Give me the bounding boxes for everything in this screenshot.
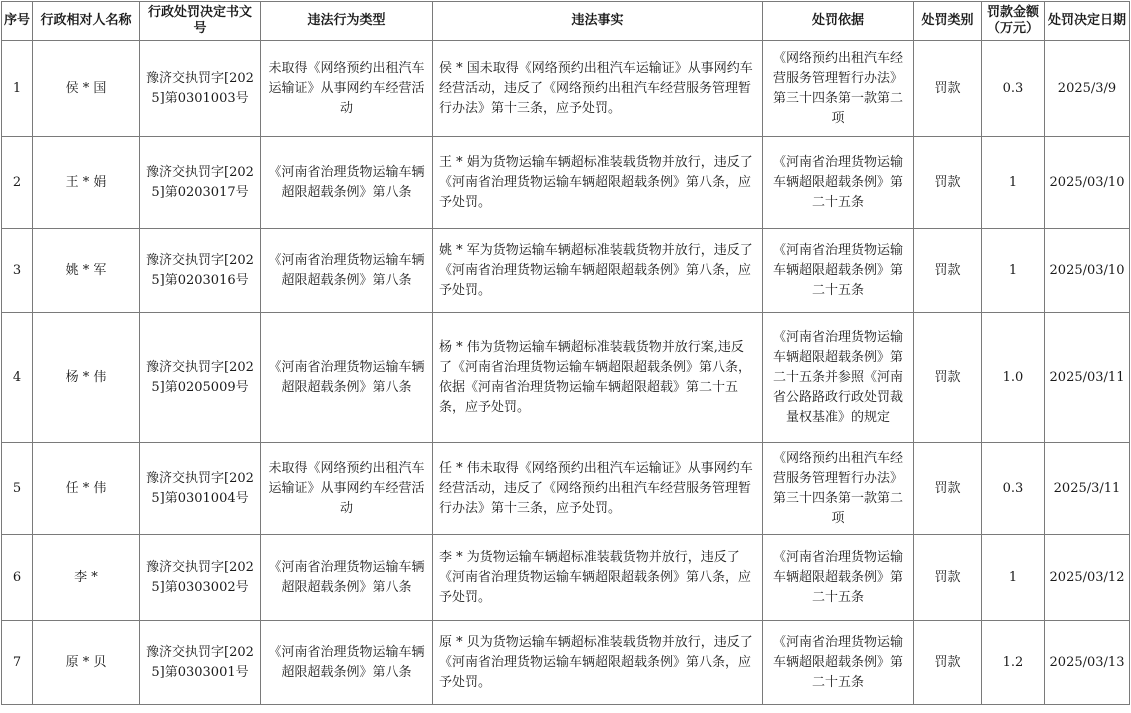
cell-facts: 杨 * 伟为货物运输车辆超标准装载货物并放行案,违反了《河南省治理货物运输车辆超限超载条例》第八条，依据《河南省治理货物运输车辆超限超载》第二十五条，应予处罚。 [433, 313, 763, 443]
header-type: 违法行为类型 [261, 2, 433, 41]
table-row [2, 535, 1130, 621]
header-row [2, 2, 1130, 41]
penalty-table [1, 1, 1130, 705]
cell-category: 罚款 [914, 41, 982, 137]
header-category: 处罚类别 [914, 2, 982, 41]
cell-party: 原 * 贝 [33, 621, 140, 705]
cell-doc-no: 豫济交执罚字[2025]第0205009号 [140, 313, 261, 443]
cell-facts: 姚 * 军为货物运输车辆超标准装载货物并放行，违反了《河南省治理货物运输车辆超限超载条例》第八条，应予处罚。 [433, 229, 763, 313]
cell-facts: 任 * 伟未取得《网络预约出租汽车运输证》从事网约车经营活动，违反了《网络预约出租汽车经营服务管理暂行办法》第十三条，应予处罚。 [433, 443, 763, 535]
cell-basis: 《河南省治理货物运输车辆超限超载条例》第二十五条 [763, 535, 914, 621]
cell-type: 未取得《网络预约出租汽车运输证》从事网约车经营活动 [261, 41, 433, 137]
header-seq: 序号 [2, 2, 33, 41]
cell-category: 罚款 [914, 443, 982, 535]
cell-amount: 0.3 [982, 41, 1045, 137]
cell-party: 王 * 娟 [33, 137, 140, 229]
cell-facts: 王 * 娟为货物运输车辆超标准装载货物并放行，违反了《河南省治理货物运输车辆超限超载条例》第八条，应予处罚。 [433, 137, 763, 229]
cell-party: 杨 * 伟 [33, 313, 140, 443]
cell-doc-no: 豫济交执罚字[2025]第0303002号 [140, 535, 261, 621]
table-row [2, 229, 1130, 313]
cell-date: 2025/03/10 [1045, 229, 1130, 313]
cell-seq: 1 [2, 41, 33, 137]
cell-basis: 《网络预约出租汽车经营服务管理暂行办法》第三十四条第一款第二项 [763, 41, 914, 137]
cell-facts: 李 * 为货物运输车辆超标准装载货物并放行，违反了《河南省治理货物运输车辆超限超载条例》第八条，应予处罚。 [433, 535, 763, 621]
cell-category: 罚款 [914, 621, 982, 705]
cell-seq: 7 [2, 621, 33, 705]
cell-type: 《河南省治理货物运输车辆超限超载条例》第八条 [261, 535, 433, 621]
cell-amount: 1 [982, 535, 1045, 621]
cell-party: 姚 * 军 [33, 229, 140, 313]
cell-basis: 《河南省治理货物运输车辆超限超载条例》第二十五条 [763, 137, 914, 229]
cell-amount: 1 [982, 229, 1045, 313]
cell-basis: 《河南省治理货物运输车辆超限超载条例》第二十五条 [763, 229, 914, 313]
cell-type: 《河南省治理货物运输车辆超限超载条例》第八条 [261, 621, 433, 705]
cell-category: 罚款 [914, 229, 982, 313]
cell-seq: 3 [2, 229, 33, 313]
header-basis: 处罚依据 [763, 2, 914, 41]
cell-party: 侯 * 国 [33, 41, 140, 137]
cell-date: 2025/03/12 [1045, 535, 1130, 621]
cell-type: 《河南省治理货物运输车辆超限超载条例》第八条 [261, 313, 433, 443]
cell-category: 罚款 [914, 313, 982, 443]
cell-doc-no: 豫济交执罚字[2025]第0203016号 [140, 229, 261, 313]
table-row [2, 313, 1130, 443]
header-party: 行政相对人名称 [33, 2, 140, 41]
cell-amount: 1.2 [982, 621, 1045, 705]
cell-amount: 0.3 [982, 443, 1045, 535]
cell-amount: 1.0 [982, 313, 1045, 443]
cell-category: 罚款 [914, 535, 982, 621]
cell-doc-no: 豫济交执罚字[2025]第0301003号 [140, 41, 261, 137]
cell-doc-no: 豫济交执罚字[2025]第0301004号 [140, 443, 261, 535]
table-row [2, 621, 1130, 705]
table-row [2, 41, 1130, 137]
table-row [2, 443, 1130, 535]
cell-type: 未取得《网络预约出租汽车运输证》从事网约车经营活动 [261, 443, 433, 535]
cell-seq: 5 [2, 443, 33, 535]
cell-date: 2025/03/10 [1045, 137, 1130, 229]
cell-category: 罚款 [914, 137, 982, 229]
cell-basis: 《河南省治理货物运输车辆超限超载条例》第二十五条并参照《河南省公路路政行政处罚裁量权基准》的规定 [763, 313, 914, 443]
cell-type: 《河南省治理货物运输车辆超限超载条例》第八条 [261, 229, 433, 313]
cell-facts: 原 * 贝为货物运输车辆超标准装载货物并放行，违反了《河南省治理货物运输车辆超限超载条例》第八条，应予处罚。 [433, 621, 763, 705]
header-date: 处罚决定日期 [1045, 2, 1130, 41]
table-row [2, 137, 1130, 229]
cell-doc-no: 豫济交执罚字[2025]第0203017号 [140, 137, 261, 229]
cell-basis: 《网络预约出租汽车经营服务管理暂行办法》第三十四条第一款第二项 [763, 443, 914, 535]
cell-date: 2025/3/9 [1045, 41, 1130, 137]
cell-seq: 2 [2, 137, 33, 229]
cell-seq: 4 [2, 313, 33, 443]
header-facts: 违法事实 [433, 2, 763, 41]
cell-party: 任 * 伟 [33, 443, 140, 535]
cell-party: 李 * [33, 535, 140, 621]
cell-date: 2025/03/13 [1045, 621, 1130, 705]
header-doc-no: 行政处罚决定书文号 [140, 2, 261, 41]
cell-facts: 侯 * 国未取得《网络预约出租汽车运输证》从事网约车经营活动，违反了《网络预约出租汽车经营服务管理暂行办法》第十三条，应予处罚。 [433, 41, 763, 137]
header-amount: 罚款金额（万元） [982, 2, 1045, 41]
cell-date: 2025/3/11 [1045, 443, 1130, 535]
cell-seq: 6 [2, 535, 33, 621]
cell-date: 2025/03/11 [1045, 313, 1130, 443]
cell-amount: 1 [982, 137, 1045, 229]
cell-doc-no: 豫济交执罚字[2025]第0303001号 [140, 621, 261, 705]
cell-basis: 《河南省治理货物运输车辆超限超载条例》第二十五条 [763, 621, 914, 705]
cell-type: 《河南省治理货物运输车辆超限超载条例》第八条 [261, 137, 433, 229]
